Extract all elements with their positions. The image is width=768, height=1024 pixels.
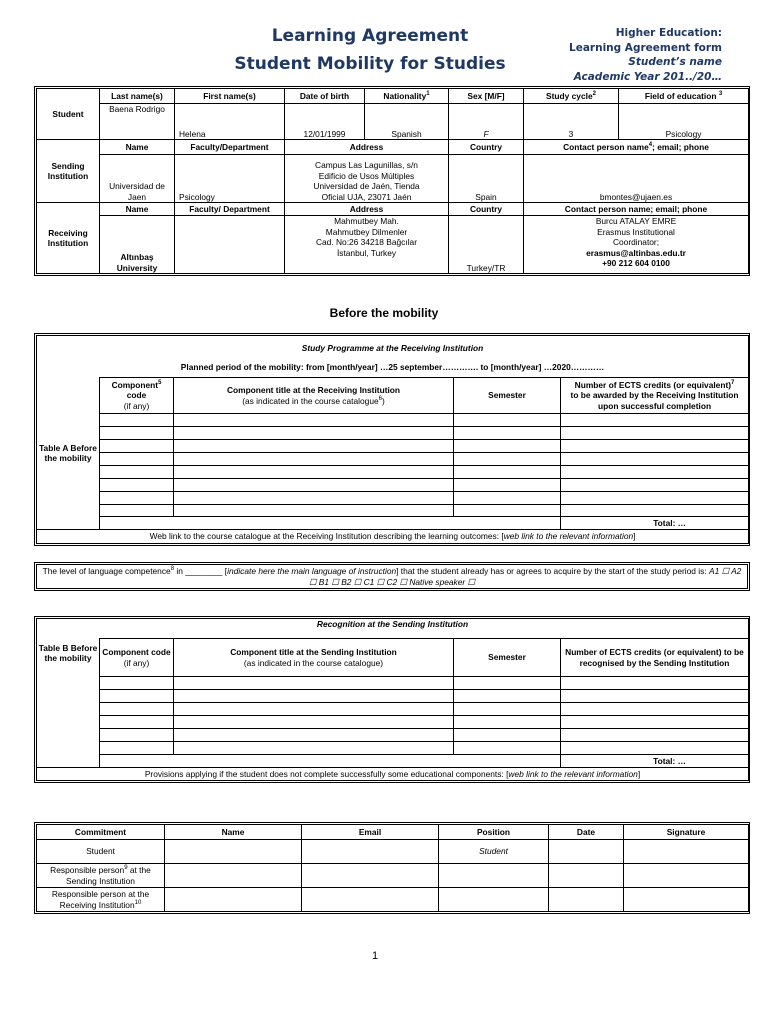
commitment-header: Commitment xyxy=(37,825,165,840)
table-a-cell[interactable] xyxy=(174,440,454,453)
language-competence[interactable]: The level of language competence$^8$ in ________ [indicate here the main language of instruction] that the student already has or agrees to acquire by the start of the study period is: A1 ☐ A2 ☐ B1 ☐ B2 ☐ C1 ☐ C2 ☐ Native speaker ☐ xyxy=(37,565,748,589)
table-a-weblink[interactable]: Web link to the course catalogue at the Receiving Institution describing the learning outcomes: [web link to the relevant information] xyxy=(37,530,749,544)
student-dob[interactable]: 12/01/1999 xyxy=(285,104,365,140)
receiving-header-faculty: Faculty/ Department xyxy=(175,203,285,216)
table-a xyxy=(36,335,749,544)
table-b-caption: Recognition at the Sending Institution xyxy=(37,619,749,639)
sending-header-faculty: Faculty/Department xyxy=(175,140,285,155)
receiving-header-country: Country xyxy=(449,203,524,216)
table-a-frame xyxy=(34,333,750,546)
header-first-name: First name(s) xyxy=(175,89,285,104)
commitment-student-position[interactable]: Student xyxy=(439,840,549,864)
receiving-name[interactable]: Altınbaş University xyxy=(100,216,175,274)
table-b-cell[interactable] xyxy=(174,742,454,755)
table-a-cell[interactable] xyxy=(454,492,561,505)
table-a-cell[interactable] xyxy=(174,479,454,492)
receiving-header-address: Address xyxy=(285,203,449,216)
commitment-student-name[interactable] xyxy=(165,840,302,864)
receiving-row-label: Receiving Institution xyxy=(37,203,100,274)
table-a-cell[interactable] xyxy=(561,505,749,517)
commitment-receiving-label: Responsible person at the Receiving Institution$^{10}$ xyxy=(37,888,165,912)
table-b-cell[interactable] xyxy=(454,677,561,690)
header-right-block xyxy=(569,26,722,84)
table-a-caption-cell xyxy=(37,336,749,378)
table-a-cell[interactable] xyxy=(174,427,454,440)
commitment-sending-date[interactable] xyxy=(549,864,624,888)
table-a-cell[interactable] xyxy=(174,492,454,505)
language-table xyxy=(36,564,748,589)
commitment-sending-name[interactable] xyxy=(165,864,302,888)
header-field: Field of education $^3$ xyxy=(619,89,749,104)
sending-header-address: Address xyxy=(285,140,449,155)
header-right-line3: Student’s name xyxy=(628,56,722,68)
table-a-cell[interactable] xyxy=(100,479,174,492)
receiving-contact[interactable]: Burcu ATALAY EMRE Erasmus Institutional Coordinator; erasmus@altinbas.edu.tr +90 212 604 0100 xyxy=(524,216,749,274)
language-frame xyxy=(34,562,750,591)
table-a-cell[interactable] xyxy=(561,453,749,466)
commitment-student-date[interactable] xyxy=(549,840,624,864)
table-a-row-label: Table A Before the mobility xyxy=(37,378,100,530)
table-b-total: Total: … xyxy=(561,755,749,768)
table-a-cell[interactable] xyxy=(454,427,561,440)
sending-address[interactable]: Campus Las Lagunillas, s/n Edificio de Usos Múltiples Universidad de Jaén, Tienda Oficial UJA, 23071 Jaén xyxy=(285,155,449,203)
sending-faculty[interactable]: Psicology xyxy=(175,155,285,203)
table-b-cell[interactable] xyxy=(100,703,174,716)
student-row-label: Student xyxy=(37,89,100,140)
commitment-student-signature[interactable] xyxy=(624,840,749,864)
page-number: 1 xyxy=(371,950,379,962)
commitment-header-name: Name xyxy=(165,825,302,840)
table-a-cell[interactable] xyxy=(454,453,561,466)
table-a-cell[interactable] xyxy=(174,414,454,427)
header-dob: Date of birth xyxy=(285,89,365,104)
table-a-cell[interactable] xyxy=(454,414,561,427)
table-a-cell[interactable] xyxy=(561,414,749,427)
table-a-cell[interactable] xyxy=(561,466,749,479)
table-a-cell[interactable] xyxy=(100,427,174,440)
table-a-cell[interactable] xyxy=(454,479,561,492)
table-b-row-label: Table B Before the mobility xyxy=(37,639,100,768)
table-b-cell[interactable] xyxy=(561,703,749,716)
student-nationality[interactable]: Spanish xyxy=(365,104,449,140)
table-b-cell[interactable] xyxy=(561,716,749,729)
receiving-faculty[interactable] xyxy=(175,216,285,274)
commitment-table xyxy=(36,824,749,912)
table-a-cell[interactable] xyxy=(174,453,454,466)
commitment-student-email[interactable] xyxy=(302,840,439,864)
table-b-cell[interactable] xyxy=(454,716,561,729)
commitment-sending-email[interactable] xyxy=(302,864,439,888)
document-title: Learning Agreement xyxy=(271,26,469,46)
commitment-sending-signature[interactable] xyxy=(624,864,749,888)
table-a-cell[interactable] xyxy=(100,492,174,505)
table-a-cell[interactable] xyxy=(454,505,561,517)
before-mobility-heading: Before the mobility xyxy=(329,306,439,320)
table-b-header-title: Component title at the Sending Institution (as indicated in the course catalogue) xyxy=(174,639,454,677)
commitment-header-signature: Signature xyxy=(624,825,749,840)
receiving-address[interactable]: Mahmutbey Mah. Mahmutbey Dilmenler Cad. No:26 34218 Bağcılar İstanbul, Turkey xyxy=(285,216,449,274)
commitment-receiving-signature[interactable] xyxy=(624,888,749,912)
language-level-checkboxes[interactable]: A1 ☐ A2 ☐ B1 ☐ B2 ☐ C1 ☐ C2 ☐ Native speaker ☐ xyxy=(308,566,742,587)
sending-country[interactable]: Spain xyxy=(449,155,524,203)
student-field[interactable]: Psicology xyxy=(619,104,749,140)
commitment-frame xyxy=(34,822,750,914)
table-a-cell[interactable] xyxy=(100,414,174,427)
header-sex: Sex [M/F] xyxy=(449,89,524,104)
table-b-header-semester: Semester xyxy=(454,639,561,677)
table-b-cell[interactable] xyxy=(454,690,561,703)
receiving-header-contact: Contact person name; email; phone xyxy=(524,203,749,216)
table-a-cell[interactable] xyxy=(454,440,561,453)
header-right-line4: Academic Year 201../20… xyxy=(573,70,722,83)
sending-row-label: Sending Institution xyxy=(37,140,100,203)
table-b-header-ects: Number of ECTS credits (or equivalent) to be recognised by the Sending Institution xyxy=(561,639,749,677)
table-b-cell[interactable] xyxy=(174,729,454,742)
table-b-cell[interactable] xyxy=(561,690,749,703)
commitment-header-position: Position xyxy=(439,825,549,840)
header-right-line2: Learning Agreement form xyxy=(569,41,722,54)
mobility-period[interactable]: Planned period of the mobility: from [month/year] …25 september…………. to [month/year] …2020………… xyxy=(180,361,605,372)
header-nationality: Nationality$^1$ xyxy=(365,89,449,104)
student-last-name[interactable]: Baena Rodrigo xyxy=(100,104,175,140)
table-a-cell[interactable] xyxy=(561,440,749,453)
table-b-cell[interactable] xyxy=(454,729,561,742)
table-a-cell[interactable] xyxy=(561,479,749,492)
table-b-cell[interactable] xyxy=(454,703,561,716)
table-b-cell[interactable] xyxy=(561,742,749,755)
table-b-cell[interactable] xyxy=(561,677,749,690)
table-a-header-semester: Semester xyxy=(454,378,561,414)
table-a-cell[interactable] xyxy=(100,505,174,517)
student-sex[interactable]: F xyxy=(449,104,524,140)
commitment-student-label: Student xyxy=(37,840,165,864)
table-b-cell[interactable] xyxy=(174,690,454,703)
commitment-sending-position[interactable] xyxy=(439,864,549,888)
sending-header-contact: Contact person name$^4$; email; phone xyxy=(524,140,749,155)
commitment-receiving-email[interactable] xyxy=(302,888,439,912)
commitment-receiving-date[interactable] xyxy=(549,888,624,912)
table-b-header-code: Component code (if any) xyxy=(100,639,174,677)
commitment-sending-label: Responsible person$^9$ at the Sending Institution xyxy=(37,864,165,888)
institutions-frame xyxy=(34,86,750,276)
table-a-cell[interactable] xyxy=(174,505,454,517)
table-a-cell[interactable] xyxy=(100,466,174,479)
sending-contact[interactable]: bmontes@ujaen.es xyxy=(524,155,749,203)
table-b-cell[interactable] xyxy=(100,716,174,729)
institutions-table xyxy=(36,88,749,274)
commitment-header-date: Date xyxy=(549,825,624,840)
table-a-cell[interactable] xyxy=(561,427,749,440)
sending-header-country: Country xyxy=(449,140,524,155)
table-b-cell[interactable] xyxy=(100,690,174,703)
commitment-header-email: Email xyxy=(302,825,439,840)
sending-name[interactable]: Universidad de Jaen xyxy=(100,155,175,203)
table-a-cell[interactable] xyxy=(100,453,174,466)
table-b-cell[interactable] xyxy=(100,742,174,755)
table-a-header-code: Component$^5$ code (if any) xyxy=(100,378,174,414)
commitment-receiving-name[interactable] xyxy=(165,888,302,912)
table-b-cell[interactable] xyxy=(561,729,749,742)
document-subtitle: Student Mobility for Studies xyxy=(234,54,506,74)
table-a-header-ects: Number of ECTS credits (or equivalent)$^7$ to be awarded by the Receiving Institution upon successful completion xyxy=(561,378,749,414)
table-b-cell[interactable] xyxy=(174,716,454,729)
receiving-country[interactable]: Turkey/TR xyxy=(449,216,524,274)
table-b-cell[interactable] xyxy=(174,703,454,716)
table-b xyxy=(36,618,749,781)
commitment-receiving-position[interactable] xyxy=(439,888,549,912)
table-a-header-title: Component title at the Receiving Institution (as indicated in the course catalogue$^6$) xyxy=(174,378,454,414)
header-right-line1: Higher Education: xyxy=(615,27,722,39)
table-a-cell[interactable] xyxy=(454,466,561,479)
table-a-caption: Study Programme at the Receiving Institution xyxy=(301,343,484,353)
table-b-frame xyxy=(34,616,750,783)
header-study-cycle: Study cycle$^2$ xyxy=(524,89,619,104)
student-cycle[interactable]: 3 xyxy=(524,104,619,140)
receiving-header-name: Name xyxy=(100,203,175,216)
table-b-cell[interactable] xyxy=(100,729,174,742)
table-a-cell[interactable] xyxy=(100,440,174,453)
table-b-cell[interactable] xyxy=(100,677,174,690)
sending-header-name: Name xyxy=(100,140,175,155)
table-b-cell[interactable] xyxy=(454,742,561,755)
table-a-cell[interactable] xyxy=(561,492,749,505)
table-a-cell[interactable] xyxy=(174,466,454,479)
student-first-name[interactable]: Helena xyxy=(175,104,285,140)
table-b-cell[interactable] xyxy=(174,677,454,690)
header-last-name: Last name(s) xyxy=(100,89,175,104)
table-b-provisions[interactable]: Provisions applying if the student does not complete successfully some educational components: [web link to the relevant information] xyxy=(37,768,749,781)
table-a-total: Total: … xyxy=(561,517,749,530)
